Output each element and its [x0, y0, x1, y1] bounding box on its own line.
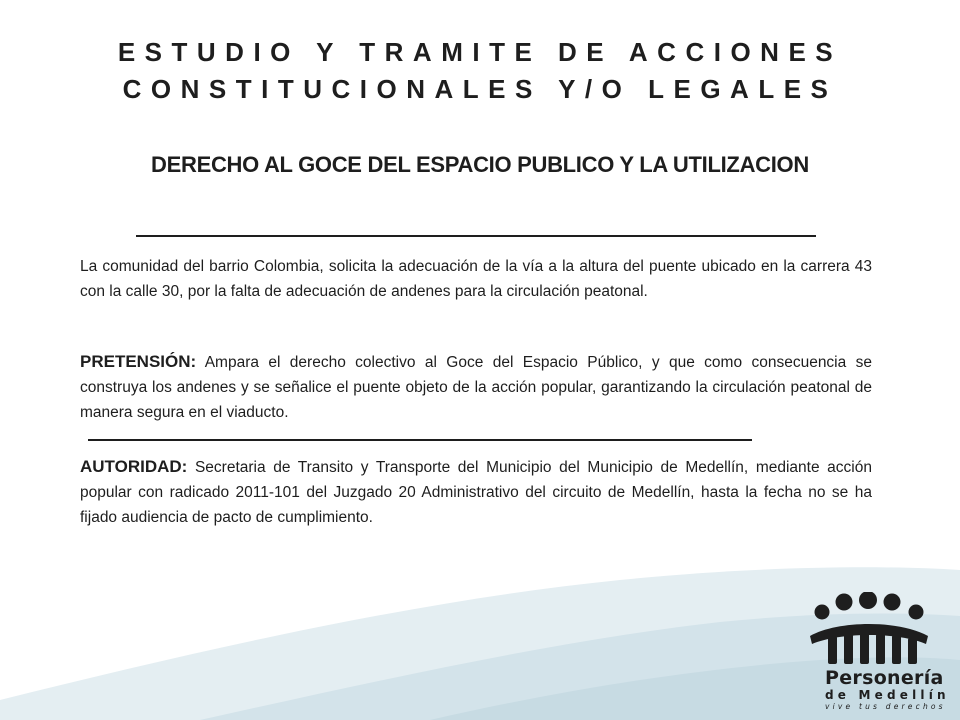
divider-top — [136, 235, 816, 237]
pretension-paragraph — [80, 349, 872, 425]
pretension-text: Ampara el derecho colectivo al Goce del Espacio Público, y que como consecuencia se construya los andenes y se señalice el puente objeto de la acción popular, garantizando la circulación peatonal de manera segura en el viaducto. — [80, 354, 872, 421]
page-title-line2: CONSTITUCIONALES Y/O LEGALES — [122, 74, 838, 104]
autoridad-paragraph — [80, 454, 872, 530]
divider-middle — [88, 439, 752, 441]
section-subtitle: DERECHO AL GOCE DEL ESPACIO PUBLICO Y LA UTILIZACION — [151, 152, 809, 177]
intro-paragraph: La comunidad del barrio Colombia, solicita la adecuación de la vía a la altura del puente ubicado en la carrera 43 con la calle 30, por la falta de adecuación de andenes para la circulación peatonal. — [80, 258, 872, 300]
page-title-line1: ESTUDIO Y TRAMITE DE ACCIONES — [117, 37, 843, 67]
autoridad-text: Secretaria de Transito y Transporte del Municipio del Municipio de Medellín, mediante acción popular con radicado 2011-101 del Juzgado 20 Administrativo del circuito de Medellín, hasta la fecha no se ha fijado audiencia de pacto de cumplimiento. — [80, 459, 872, 526]
autoridad-label: AUTORIDAD: — [80, 457, 188, 476]
logo-name-line2: de Medellín — [825, 688, 950, 702]
logo — [825, 668, 950, 712]
logo-name-line1: Personería — [825, 667, 944, 689]
logo-tagline: vive tus derechos — [825, 702, 946, 711]
pretension-label: PRETENSIÓN: — [80, 352, 197, 371]
